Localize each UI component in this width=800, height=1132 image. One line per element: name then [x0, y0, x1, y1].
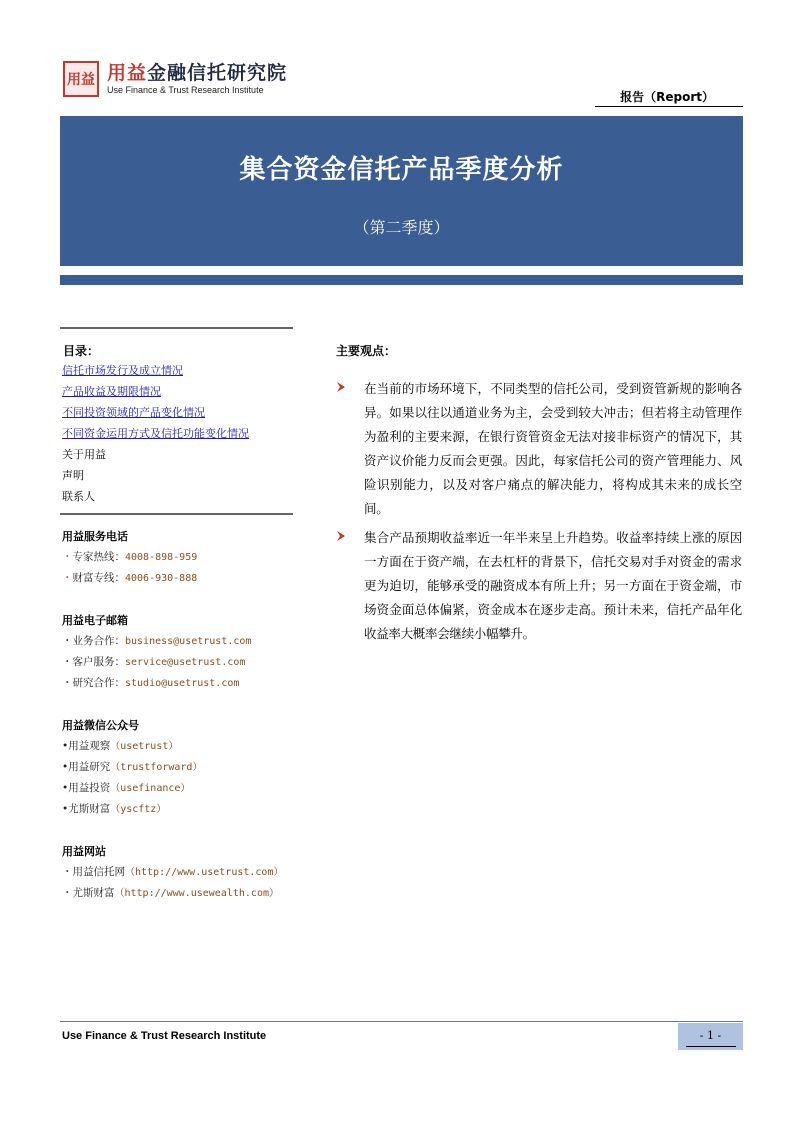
email-link[interactable]: studio@usetrust.com [125, 678, 240, 689]
logo-chinese-accent: 用益 [107, 62, 148, 84]
logo-english-name: Use Finance & Trust Research Institute [107, 85, 264, 95]
email-section [62, 611, 251, 694]
header-divider [595, 106, 743, 107]
email-link[interactable]: service@usetrust.com [125, 657, 246, 668]
page-number-underline [686, 1046, 736, 1047]
logo-seal-icon: 用益 [63, 61, 99, 97]
document-subtitle: （第二季度） [353, 218, 450, 237]
institute-logo [63, 61, 287, 97]
phone-section-title: 用益服务电话 [62, 530, 128, 543]
phone-item: ・专家热线：4008-898-959 [62, 551, 198, 563]
key-point-text: 集合产品预期收益率近一年半来呈上升趋势。收益率持续上涨的原因一方面在于资产端，在去杠杆的背景下，信托交易对手对资金的需求更为迫切，能够承受的融资成本有所上升；另一方面在于资金端，市场资金面总体偏紧，资金成本在逐步走高。预计未来，信托产品年化收益率大概率会继续小幅攀升。 [364, 530, 742, 641]
page-number-box [678, 1023, 743, 1050]
toc-item-statement: 声明 [62, 469, 84, 482]
key-point [336, 526, 742, 646]
email-link[interactable]: business@usetrust.com [125, 636, 252, 647]
footer-divider [60, 1021, 743, 1022]
key-point [336, 377, 742, 521]
key-point-text: 在当前的市场环境下，不同类型的信托公司，受到资管新规的影响各异。如果以往以通道业务为主，会受到较大冲击；但若将主动管理作为盈利的主要来源，在银行资管资金无法对接非标资产的情况下，其资产议价能力反而会更强。因此，每家信托公司的资产管理能力、风险识别能力，以及对客户痛点的解决能力，将构成其未来的成长空间。 [364, 381, 742, 516]
wechat-section [62, 716, 202, 820]
website-link[interactable]: （http://www.usetrust.com） [125, 867, 284, 878]
wechat-item: •用益投资（usefinance） [62, 782, 191, 794]
website-section-title: 用益网站 [62, 845, 106, 858]
toc-item-contact: 联系人 [62, 490, 95, 503]
toc-top-divider [60, 327, 293, 329]
website-link[interactable]: （http://www.usewealth.com） [114, 888, 279, 899]
document-title: 集合资金信托产品季度分析 [239, 155, 564, 185]
arrow-bullet-icon [336, 530, 346, 542]
wechat-section-title: 用益微信公众号 [62, 719, 139, 732]
toc-title: 目录： [63, 344, 100, 358]
phone-item: ・财富专线：4006-930-888 [62, 572, 198, 584]
footer-institute: Use Finance & Trust Research Institute [62, 1030, 267, 1042]
toc-item-about: 关于用益 [62, 448, 106, 461]
arrow-bullet-icon [336, 381, 346, 393]
email-section-title: 用益电子邮箱 [62, 614, 128, 627]
toc-link-sectors[interactable]: 不同投资领域的产品变化情况 [62, 406, 205, 419]
toc-link-market[interactable]: 信托市场发行及成立情况 [62, 364, 183, 377]
wechat-item: •尤斯财富（yscftz） [62, 803, 167, 815]
logo-text [107, 62, 287, 96]
key-points-title: 主要观点： [336, 344, 397, 358]
wechat-item: •用益观察（usetrust） [62, 740, 179, 752]
banner-underline-bar [60, 275, 743, 285]
wechat-item: •用益研究（trustforward） [62, 761, 203, 773]
website-item: ・尤斯财富（http://www.usewealth.com） [62, 887, 279, 899]
logo-chinese-rest: 金融信托研究院 [147, 62, 288, 84]
email-item: ・业务合作：business@usetrust.com [62, 635, 252, 647]
report-label: 报告（Report） [620, 90, 714, 104]
logo-chinese-name [107, 62, 287, 84]
email-item: ・客户服务：service@usetrust.com [62, 656, 246, 668]
toc-bottom-divider [60, 513, 293, 515]
email-item: ・研究合作：studio@usetrust.com [62, 677, 240, 689]
page-number: - 1 - [699, 1029, 722, 1042]
table-of-contents [62, 360, 249, 507]
phone-section [62, 527, 197, 589]
website-item: ・用益信托网（http://www.usetrust.com） [62, 866, 284, 878]
toc-link-functions[interactable]: 不同资金运用方式及信托功能变化情况 [62, 427, 249, 440]
title-banner [60, 116, 743, 266]
toc-link-yield[interactable]: 产品收益及期限情况 [62, 385, 161, 398]
website-section [62, 842, 283, 904]
